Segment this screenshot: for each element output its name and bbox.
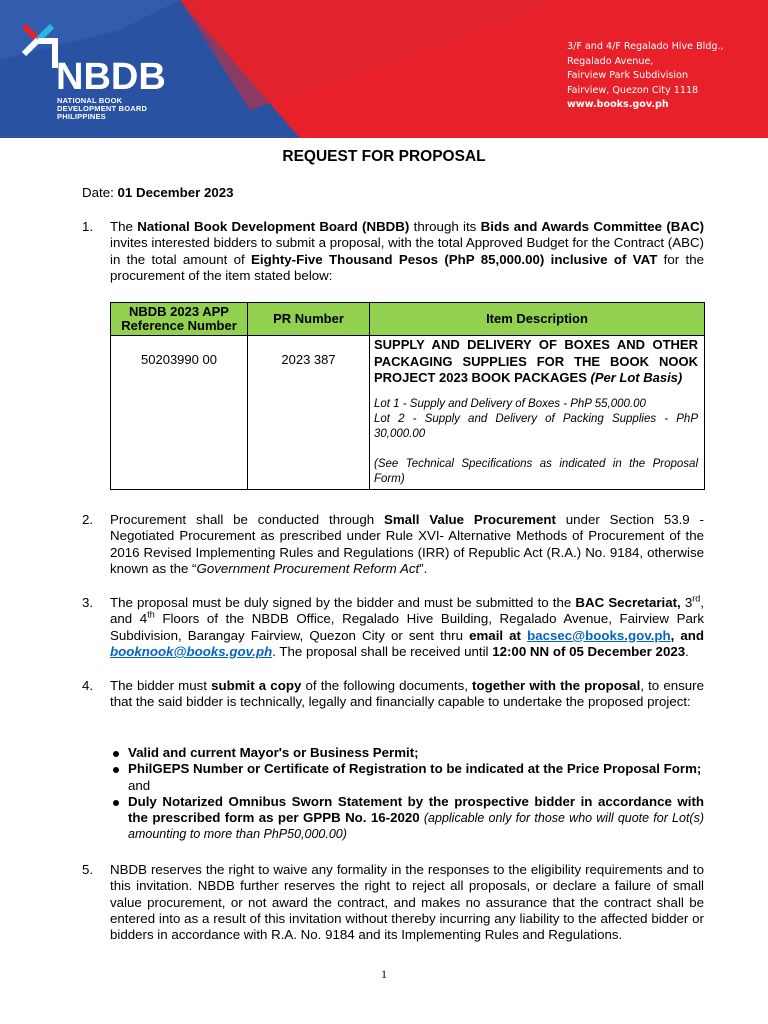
procurement-table — [110, 302, 705, 490]
cell-item-description: SUPPLY AND DELIVERY OF BOXES AND OTHER PACKAGING SUPPLIES FOR THE BOOK NOOK PROJECT 2023 BOOK PACKAGES (Per Lot Basis) Lot 1 - Supply and Delivery of Boxes - PhP 55,000.00 Lot 2 - Supply and Delivery of Packing Supplies - PhP 30,000.00 (See Technical Specifications as indicated in the Proposal Form) — [370, 336, 705, 490]
bullet-icon — [113, 800, 119, 806]
website-link[interactable]: www.books.gov.ph — [567, 99, 669, 110]
email-link-booknook[interactable]: booknook@books.gov.ph — [110, 643, 273, 659]
table-row — [111, 336, 705, 490]
col-header-pr: PR Number — [248, 303, 370, 336]
bullet-icon — [113, 767, 119, 773]
spec-note: (See Technical Specifications as indicated in the Proposal Form) — [374, 457, 698, 485]
date-line: Date: 01 December 2023 — [82, 185, 234, 200]
cell-pr-number: 2023 387 — [248, 336, 370, 490]
bullet-icon — [113, 751, 119, 757]
lot-2: Lot 2 - Supply and Delivery of Packing Supplies - PhP 30,000.00 — [374, 412, 698, 440]
page-title: REQUEST FOR PROPOSAL — [282, 148, 486, 165]
list-item: Valid and current Mayor's or Business Permit; — [110, 745, 704, 761]
list-item: Duly Notarized Omnibus Sworn Statement by the prospective bidder in accordance with the prescribed form as per GPPB No. 16-2020 (applicable only for those who will quote for Lot(s) amounting to more than PhP50,000.00) — [110, 794, 704, 843]
page-number: 1 — [381, 967, 387, 981]
header-banner — [0, 0, 768, 138]
list-item: PhilGEPS Number or Certificate of Registration to be indicated at the Price Proposal Form; and — [110, 761, 704, 794]
email-link-bacsec[interactable]: bacsec@books.gov.ph — [527, 627, 671, 643]
document-page: NBDB NATIONAL BOOK DEVELOPMENT BOARD PHILIPPINES 3/F and 4/F Regalado Hive Bldg., Regalado Avenue, Fairview Park Subdivision Fairview, Quezon City 1118 www.books.gov.ph REQUEST FOR PROPOSAL Date: 01 December 2023 1. The National Book Development Board (NBDB) through its Bids and Awards Committee (BAC) invites interested bidders to submit a proposal, with the total Approved Budget for the Contract (ABC) in the total amount of Eighty-Five Thousand Pesos (PhP 85,000.00) inclusive of VAT for the procurement of the item stated below: NBDB 2023 APP Reference Number PR Number Item Description 50203990 00 2023 387 SUPPLY AND DELIVERY OF BOXES AND OTHER PACKAGING SUPPLIES FOR THE BOOK NOOK PROJECT 2023 BOOK PACKAGES (Per Lot Basis) Lot 1 - Supply and Delivery of Boxes - PhP 55,000.00 Lot 2 - Supply and Delivery of Packing Supplies - PhP 30,000.00 (See Technical Specifications as indicated in the Proposal Form) 2. Procurement shall be conducted through Small Value Procurement under Section 53.9 - Negotiated Procurement as prescribed under Rule XVI- Alternative Methods of Procurement of the 2016 Revised Implementing Rules and Regulations (IRR) of Republic Act (R.A.) No. 9184, otherwise known as the “Government Procurement Reform Act”. 3. The proposal must be duly signed by the bidder and must be submitted to the BAC Secretariat, 3rd, and 4th Floors of the NBDB Office, Regalado Hive Building, Regalado Avenue, Fairview Park Subdivision, Barangay Fairview, Quezon City or sent thru email at bacsec@books.gov.ph, and booknook@books.gov.ph. The proposal shall be received until 12:00 NN of 05 December 2023. 4. The bidder must submit a copy of the following documents, together with the proposal, to ensure that the said bidder is technically, legally and financially capable to undertake the proposed project: Valid and current Mayor's or Business Permit; PhilGEPS Number or Certificate of Registration to be indicated at the Price Proposal Form; and Duly Notarized Omnibus Sworn Statement by the prospective bidder in accordance with the prescribed form as per GPPB No. 16-2020 (applicable only for those who will quote for Lot(s) amounting to more than PhP50,000.00) 5. NBDB reserves the right to waive any formality in the responses to the eligibility requirements and to this invitation. NBDB further reserves the right to reject all proposals, or declare a failure of small value procurement, or not award the contract, and makes no assurance that the contract shall be entered into as a result of this invitation without thereby incurring any liability to the affected bidder or bidders in accordance with R.A. No. 9184 and its Implementing Rules and Regulations. 1 — [0, 0, 768, 1024]
requirements-list — [110, 745, 704, 843]
logo-name: NBDB — [56, 56, 166, 98]
office-address: 3/F and 4/F Regalado Hive Bldg., Regalado Avenue, Fairview Park Subdivision Fairview, Quezon City 1118 www.books.gov.ph — [567, 40, 724, 113]
col-header-desc: Item Description — [370, 303, 705, 336]
table-header-row — [111, 303, 705, 336]
logo-subtitle: NATIONAL BOOK DEVELOPMENT BOARD PHILIPPINES — [57, 96, 148, 122]
cell-ref-number: 50203990 00 — [111, 336, 248, 490]
lot-1: Lot 1 - Supply and Delivery of Boxes - PhP 55,000.00 — [374, 397, 646, 410]
col-header-ref: NBDB 2023 APP Reference Number — [111, 303, 248, 336]
